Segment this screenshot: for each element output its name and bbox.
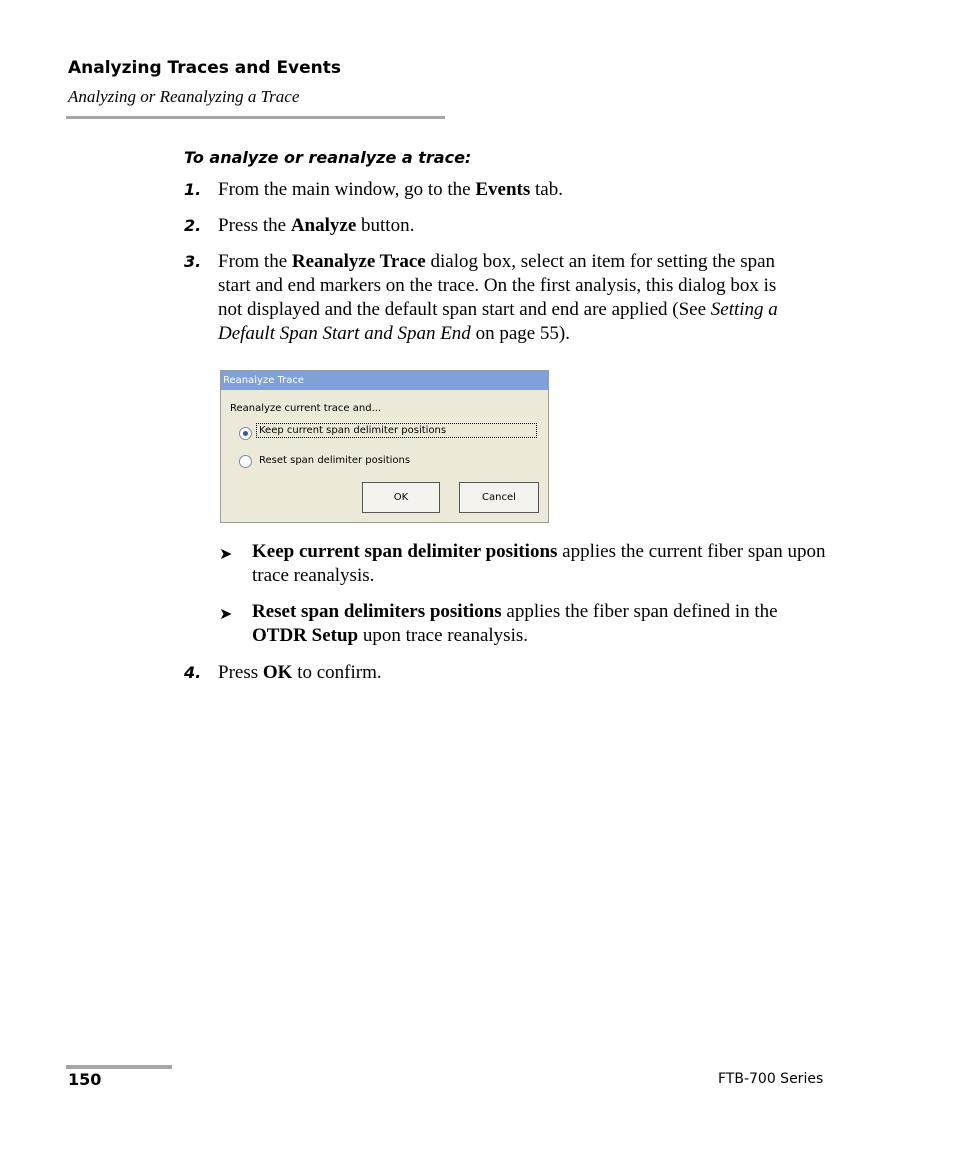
product-series: FTB-700 Series: [718, 1071, 824, 1087]
keep-span-option-label[interactable]: Keep current span delimiter positions: [257, 424, 536, 437]
header-subtitle: Analyzing or Reanalyzing a Trace: [68, 87, 300, 106]
step-4-text: Press OK to confirm.: [218, 662, 382, 683]
step-1-number: 1.: [184, 180, 202, 199]
step-3-text: From the Reanalyze Trace dialog box, select an item for setting the span start and end markers on the trace. On the first analysis, this dialog box is not displayed and the default span start and end are applied (See Setting a Default Span Start and Span End on page 55).: [218, 251, 778, 344]
reanalyze-trace-dialog: [220, 370, 549, 523]
procedure-heading: To analyze or reanalyze a trace:: [184, 148, 472, 167]
step-4-number: 4.: [184, 663, 202, 682]
ok-button[interactable]: OK: [362, 482, 440, 513]
bullet-arrow-icon: ➤: [219, 544, 233, 563]
dialog-prompt: Reanalyze current trace and...: [230, 403, 382, 414]
step-3-number: 3.: [184, 252, 202, 271]
reset-span-option-label[interactable]: Reset span delimiter positions: [259, 455, 411, 466]
bullet-keep-text: Keep current span delimiter positions applies the current fiber span upon trace reanalysis.: [252, 541, 826, 586]
header-title: Analyzing Traces and Events: [68, 58, 342, 78]
page-number: 150: [68, 1070, 102, 1089]
reset-span-radio[interactable]: [239, 455, 252, 468]
bullet-arrow-icon: ➤: [219, 604, 233, 623]
bullet-reset-text: Reset span delimiters positions applies the fiber span defined in the OTDR Setup upon trace reanalysis.: [252, 601, 778, 646]
cancel-button[interactable]: Cancel: [459, 482, 539, 513]
step-2-text: Press the Analyze button.: [218, 215, 415, 236]
step-1-text: From the main window, go to the Events tab.: [218, 179, 563, 200]
dialog-title-bar: Reanalyze Trace: [221, 371, 548, 390]
footer-rule: [66, 1065, 172, 1069]
keep-span-radio[interactable]: [239, 427, 252, 440]
step-2-number: 2.: [184, 216, 202, 235]
header-rule: [66, 116, 445, 119]
